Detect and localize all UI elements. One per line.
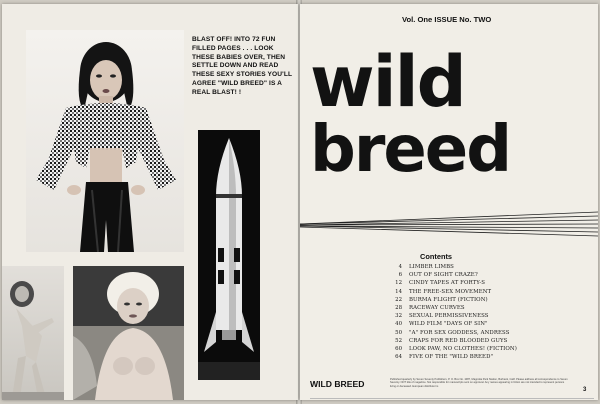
- right-page: [300, 4, 598, 400]
- toc-row[interactable]: [382, 279, 592, 287]
- toc-row[interactable]: [382, 320, 592, 328]
- contents-heading: Contents: [420, 252, 453, 261]
- rocket-illustration: [198, 130, 260, 380]
- photo-helmet-illustration: [2, 266, 64, 400]
- intro-blurb: BLAST OFF! INTO 72 FUN FILLED PAGES . . . LOOK THESE BABIES OVER, THEN SETTLE DOWN AND READ THESE SEXY STORIES YOU'LL AGREE "WILD BREED" IS A REAL BLAST! !: [192, 36, 292, 96]
- table-of-contents: [382, 263, 592, 361]
- toc-page: 4: [398, 264, 402, 270]
- toc-page: 14: [395, 288, 402, 295]
- toc-page: 6: [398, 272, 402, 279]
- photo-blonde-woman: [73, 266, 184, 400]
- toc-title: FIVE OF THE "WILD BREED": [409, 354, 494, 361]
- toc-title: WILD FILM "DAYS OF SIN": [409, 321, 488, 328]
- photo-rocket: [198, 130, 260, 380]
- toc-row[interactable]: [382, 304, 592, 312]
- toc-page: 50: [395, 329, 402, 336]
- bottom-rule: [310, 398, 594, 399]
- toc-title: OUT OF SIGHT CRAZE?: [409, 272, 478, 279]
- toc-title: LIMBER LIMBS: [409, 264, 454, 270]
- logo-word-breed: breed: [310, 113, 510, 187]
- left-page: [2, 4, 298, 400]
- photo-blonde-illustration: [73, 266, 184, 400]
- toc-row[interactable]: [382, 312, 592, 320]
- toc-row[interactable]: [382, 288, 592, 296]
- toc-title: LOOK PAW, NO CLOTHES! (FICTION): [409, 345, 517, 352]
- page-number: 3: [583, 387, 587, 393]
- publisher-note: Published quarterly by Seven Seventy Publishers, P. O. Box No. 1087, Magnolia Park Station, Burbank, Calif. Please address all correspondence to Seven Seventy. NOT title of magazine. Not responsible for manuscripts sent on approval. Any names appearing in fiction are not intended to represent persons living or deceased. European distributor is: [390, 378, 568, 388]
- toc-page: 32: [395, 313, 402, 320]
- toc-page: 64: [395, 354, 402, 361]
- toc-row[interactable]: [382, 296, 592, 304]
- toc-row[interactable]: [382, 263, 592, 271]
- photo-woman-helmet: [2, 266, 64, 400]
- toc-title: BURMA FLIGHT (FICTION): [409, 296, 488, 303]
- footer-brand: WILD BREED: [310, 379, 365, 389]
- toc-row[interactable]: [382, 271, 592, 279]
- toc-title: "A" FOR SEX GODDESS, ANDRESS: [409, 329, 510, 336]
- speed-lines-graphic: [300, 210, 598, 240]
- toc-title: CINDY TAPES AT FORTY-S: [409, 280, 486, 287]
- toc-page: 60: [395, 345, 402, 352]
- toc-page: 52: [395, 337, 402, 344]
- toc-page: 28: [395, 304, 402, 311]
- photo-woman-gingham-shirt: [26, 30, 184, 252]
- toc-row[interactable]: [382, 345, 592, 353]
- toc-title: CRAPS FOR RED BLOODED GUYS: [409, 337, 508, 344]
- toc-row[interactable]: [382, 353, 592, 361]
- toc-title: RACEWAY CURVES: [409, 304, 465, 311]
- toc-title: SEXUAL PERMISSIVENESS: [409, 313, 489, 320]
- toc-page: 22: [395, 296, 402, 303]
- logo-word-wild: wild: [310, 41, 465, 123]
- toc-title: THE FREE-SEX MOVEMENT: [409, 288, 492, 295]
- toc-row[interactable]: [382, 329, 592, 337]
- photo-woman-illustration: [26, 30, 184, 252]
- toc-row[interactable]: [382, 337, 592, 345]
- toc-page: 40: [395, 321, 402, 328]
- issue-line: Vol. One ISSUE No. TWO: [402, 15, 492, 24]
- toc-page: 12: [395, 280, 402, 287]
